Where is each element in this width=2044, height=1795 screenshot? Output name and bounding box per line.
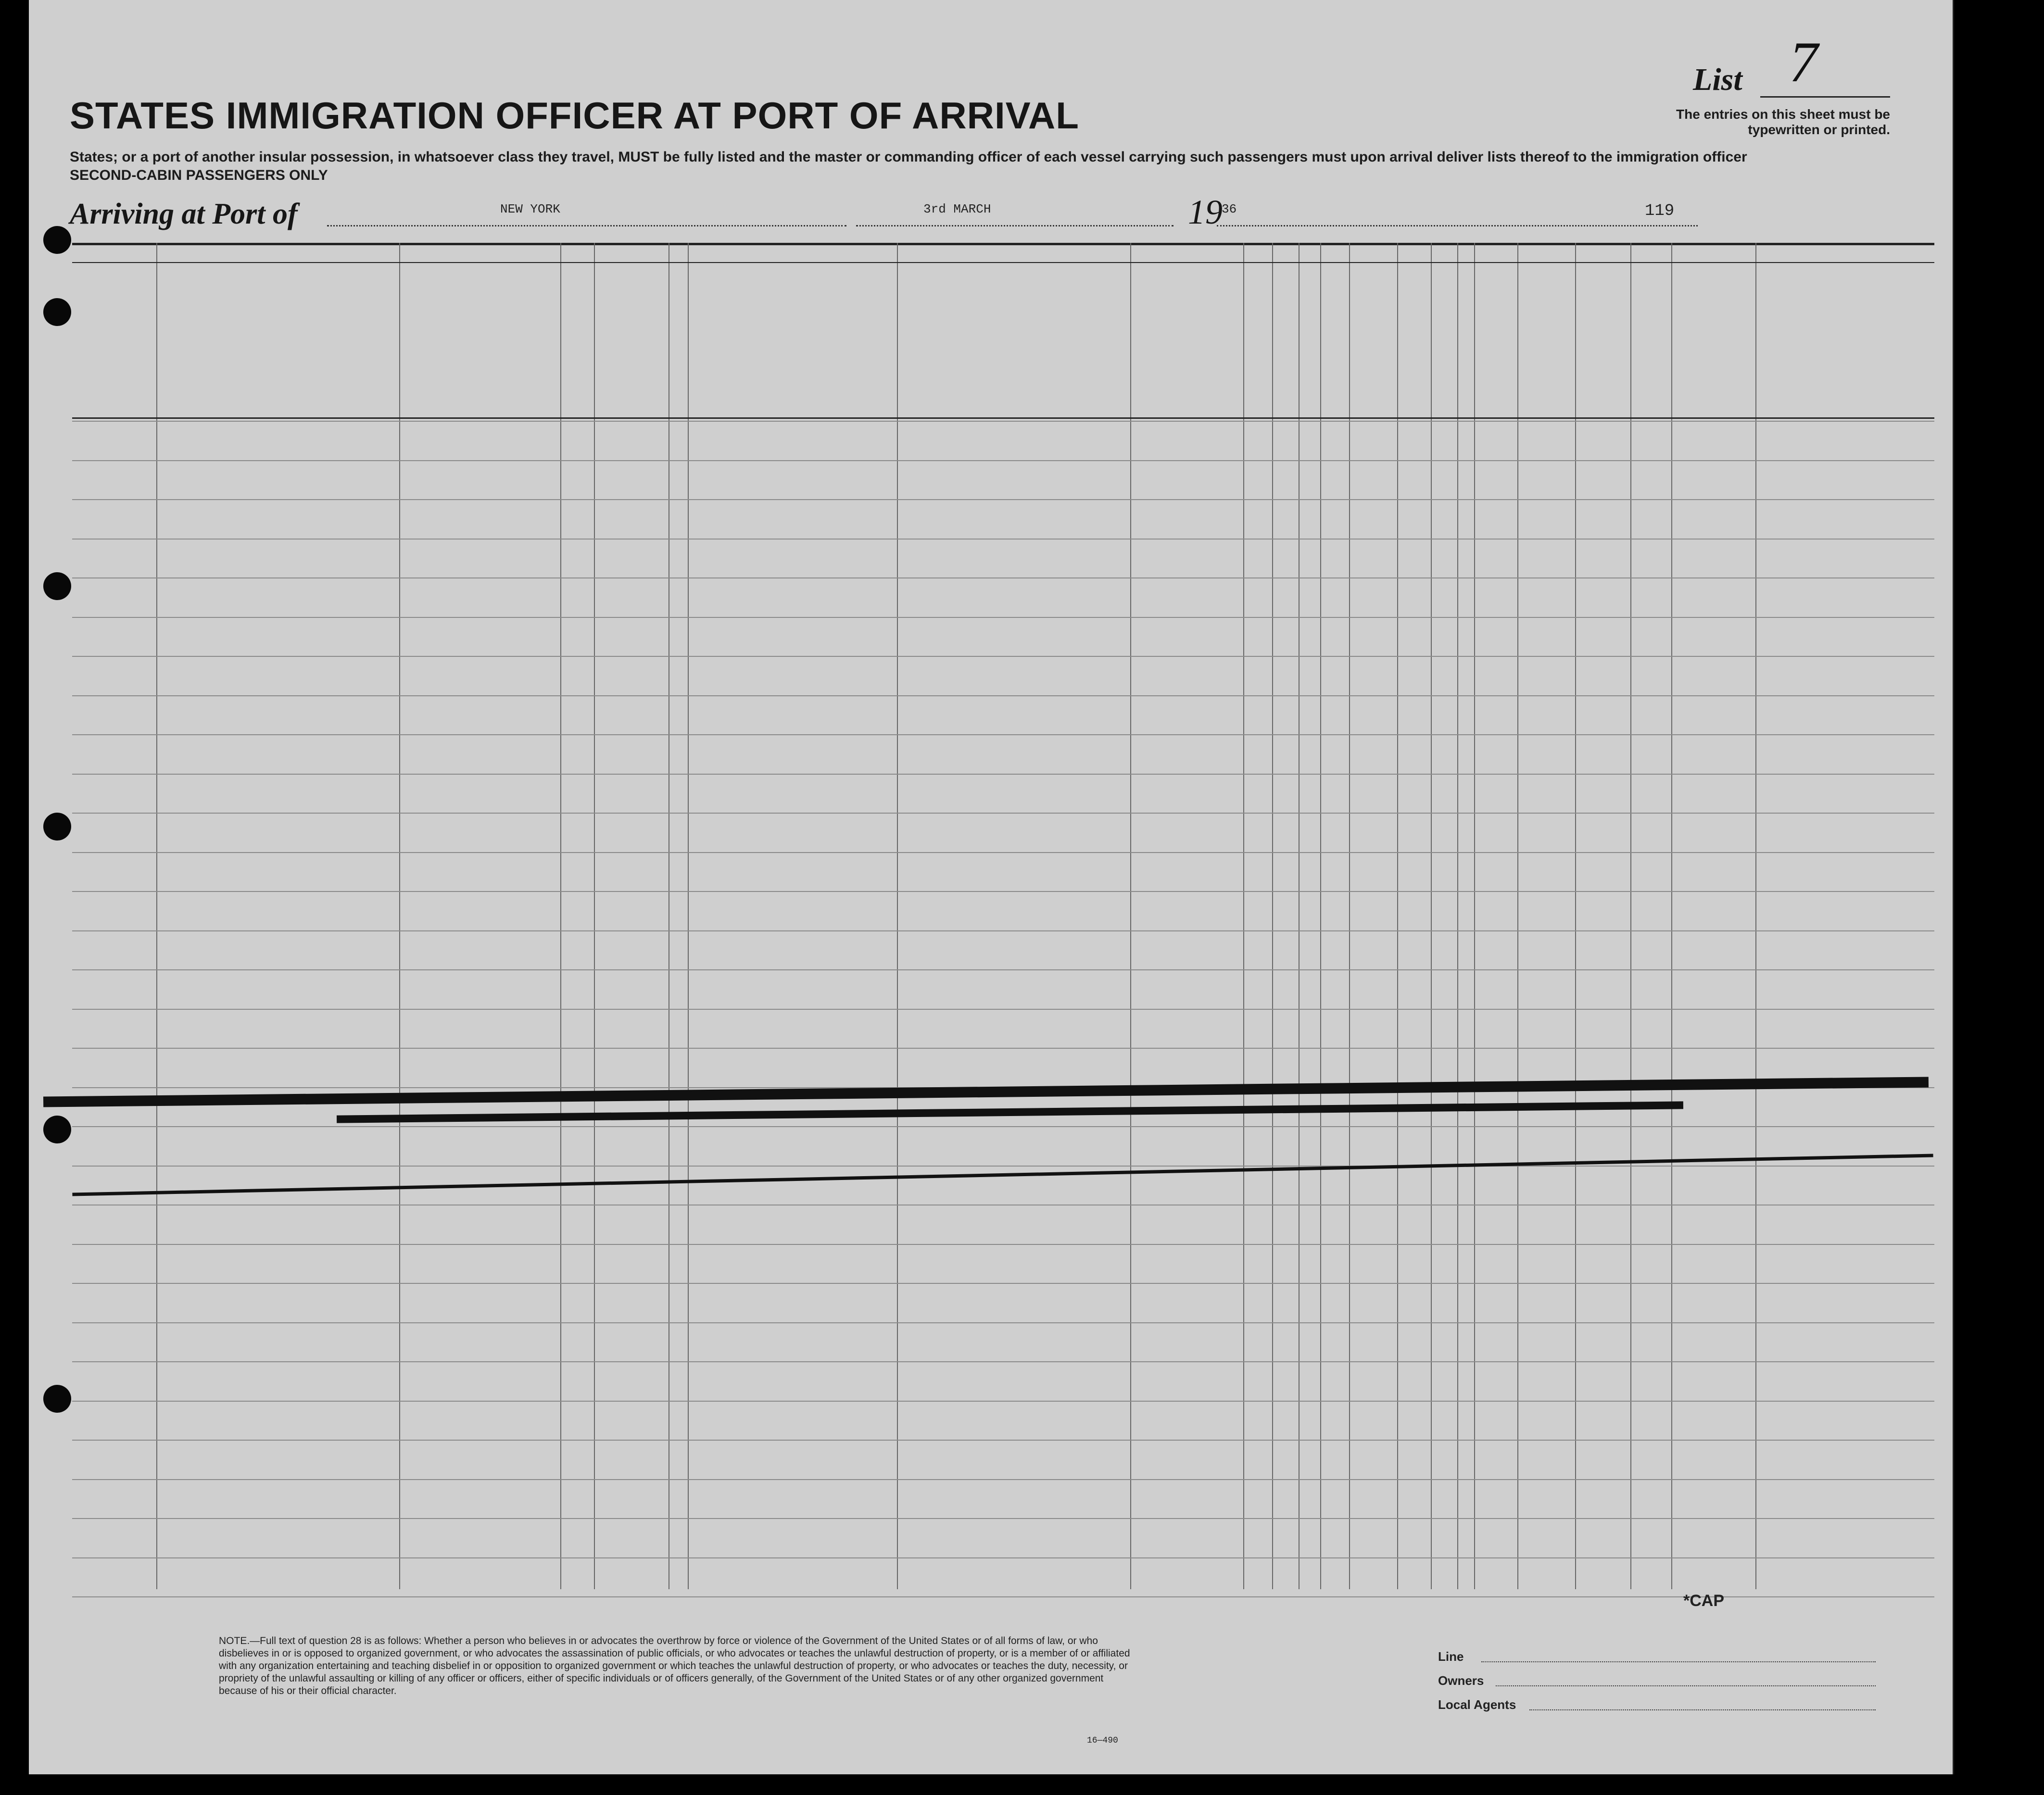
agents-label: Local Agents	[1438, 1697, 1516, 1712]
date-line	[856, 225, 1173, 226]
column-divider	[1349, 243, 1350, 1589]
row-rule	[72, 1440, 1934, 1441]
row-rule	[72, 1557, 1934, 1558]
row-rule	[72, 1518, 1934, 1519]
column-divider	[1299, 243, 1300, 1589]
column-divider	[399, 243, 400, 1589]
row-rule	[72, 1596, 1934, 1597]
row-rule	[72, 421, 1934, 422]
column-divider	[1575, 243, 1576, 1589]
column-divider	[1474, 243, 1475, 1589]
row-rule	[72, 617, 1934, 618]
column-divider	[594, 243, 595, 1589]
header-bottom-rule	[72, 417, 1934, 419]
column-divider	[1130, 243, 1131, 1589]
binder-hole	[43, 1385, 71, 1413]
manifest-table	[72, 243, 1934, 1592]
year-prefix: 19	[1188, 193, 1223, 231]
agents-field	[1529, 1709, 1876, 1710]
row-rule	[72, 1361, 1934, 1362]
row-rule	[72, 1283, 1934, 1284]
form-code: 16—490	[1087, 1736, 1118, 1745]
list-label: List	[1693, 62, 1742, 97]
owners-label: Owners	[1438, 1673, 1484, 1688]
page-reference: 119	[1645, 202, 1675, 220]
row-rule	[72, 1126, 1934, 1127]
form-title: STATES IMMIGRATION OFFICER AT PORT OF ARRIVAL	[70, 94, 1079, 137]
column-divider	[897, 243, 898, 1589]
row-rule	[72, 656, 1934, 657]
line-field	[1481, 1661, 1876, 1662]
cap-stamp: *CAP	[1683, 1592, 1725, 1610]
row-rule	[72, 1009, 1934, 1010]
entries-note: The entries on this sheet must be typewritten or printed.	[1676, 107, 1890, 137]
column-divider	[1243, 243, 1244, 1589]
row-rule	[72, 774, 1934, 775]
row-rule	[72, 969, 1934, 970]
column-divider	[1431, 243, 1432, 1589]
column-divider	[1397, 243, 1398, 1589]
row-rule	[72, 1322, 1934, 1323]
arriving-label: Arriving at Port of	[70, 198, 298, 230]
column-divider	[1272, 243, 1273, 1589]
row-rule	[72, 539, 1934, 540]
owners-field	[1496, 1685, 1876, 1686]
year-line	[1217, 225, 1698, 226]
port-value: NEW YORK	[500, 202, 560, 216]
column-divider	[156, 243, 157, 1589]
binder-hole	[43, 813, 71, 841]
row-rule	[72, 577, 1934, 578]
column-divider	[1755, 243, 1756, 1589]
line-label: Line	[1438, 1649, 1464, 1664]
row-rule	[72, 499, 1934, 500]
list-underline	[1760, 96, 1890, 98]
form-intro: States; or a port of another insular possession, in whatsoever class they travel, MUST be fully listed and the master or commanding officer of each vessel carrying such passengers must upon arrival deliver lists thereof to the immigration officer	[70, 149, 1747, 165]
column-divider	[1630, 243, 1631, 1589]
row-rule	[72, 930, 1934, 931]
row-rule	[72, 1166, 1934, 1167]
row-rule	[72, 891, 1934, 892]
row-rule	[72, 1244, 1934, 1245]
port-line	[327, 225, 846, 226]
passenger-class: SECOND-CABIN PASSENGERS ONLY	[70, 167, 328, 183]
column-divider	[1457, 243, 1458, 1589]
row-rule	[72, 1048, 1934, 1049]
column-divider	[1320, 243, 1321, 1589]
binder-hole	[43, 1116, 71, 1143]
column-divider	[560, 243, 561, 1589]
row-rule	[72, 460, 1934, 461]
date-value: 3rd MARCH	[923, 202, 991, 216]
column-divider	[688, 243, 689, 1589]
row-rule	[72, 1401, 1934, 1402]
row-rule	[72, 852, 1934, 853]
column-divider	[1671, 243, 1672, 1589]
footnote-question-28: NOTE.—Full text of question 28 is as follows: Whether a person who believes in or advocates the overthrow by force or violence of the Government of the United States or of all forms of law, or who disbelieves in or is opposed to organized government, or who advocates the assassination of public officials, or who advocates or teaches the unlawful destruction of property, or is a member of or affiliated with any organization entertaining and teaching disbelief in or opposition to organized government or which teaches the unlawful destruction of property, or who advocates or teaches the duty, necessity, or propriety of the unlawful assaulting or killing of any officer or officers, either of specific individuals or of officers generally, of the Government of the United States or of any other organized government because of his or their official character.	[219, 1635, 1130, 1696]
binder-hole	[43, 572, 71, 600]
header-bottom-rule	[72, 262, 1934, 263]
column-divider	[1517, 243, 1518, 1589]
binder-hole	[43, 226, 71, 254]
binder-hole	[43, 298, 71, 326]
year-suffix: 36	[1222, 202, 1237, 216]
list-number: 7	[1789, 30, 1818, 94]
row-rule	[72, 695, 1934, 696]
row-rule	[72, 1479, 1934, 1480]
row-rule	[72, 813, 1934, 814]
row-rule	[72, 734, 1934, 735]
